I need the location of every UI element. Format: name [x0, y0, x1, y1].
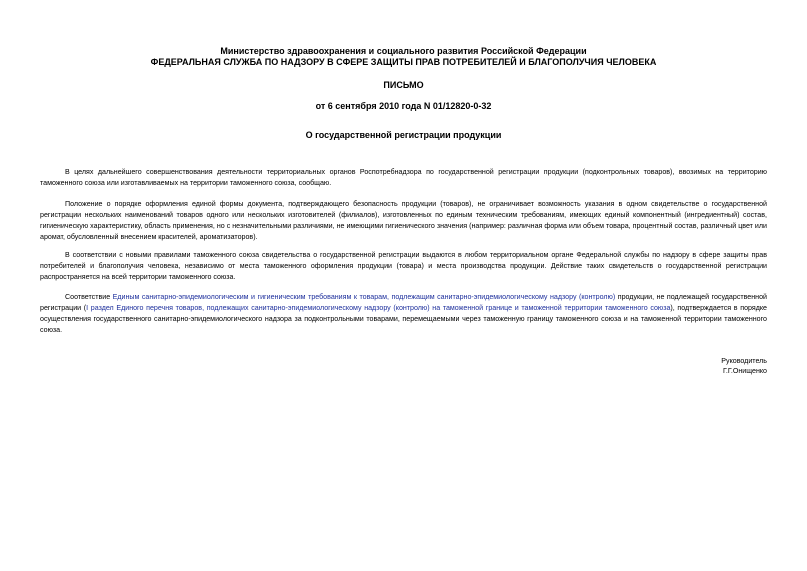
signature-title: Руководитель	[721, 357, 767, 365]
ministry-heading: Министерство здравоохранения и социального развития Российской Федерации	[220, 46, 587, 56]
service-heading: ФЕДЕРАЛЬНАЯ СЛУЖБА ПО НАДЗОРУ В СФЕРЕ ЗАЩИТЫ ПРАВ ПОТРЕБИТЕЛЕЙ И БЛАГОПОЛУЧИЯ ЧЕЛОВЕКА	[150, 57, 657, 67]
document-date-number: от 6 сентября 2010 года N 01/12820-0-32	[315, 101, 492, 111]
paragraph-4-text-middle: продукции, не подлежащей государственной регистрации (	[40, 293, 767, 313]
document-subject: О государственной регистрации продукции	[305, 130, 502, 140]
paragraph-3: В соответствии с новыми правилами таможенного союза свидетельства о государственной регистрации выдаются в любом территориальном органе Федеральной службы по надзору в сфере защиты прав потребителей и благополучия человека, независимо от места таможенного оформления продукции (товара) и места производства продукции. Действие таких свидетельств о государственной регистрации распространяется на всей территории таможенного союза.	[40, 251, 767, 282]
paragraph-4-text-end: ), подтверждается в порядке осуществления государственного санитарно-эпидемиологического надзора за подконтрольными товарами, перемещаемыми через таможенную границу таможенного союза и на таможенной территории таможенного союза.	[40, 304, 767, 335]
paragraph-1: В целях дальнейшего совершенствования деятельности территориальных органов Роспотребнадзора по государственной регистрации продукции (подконтрольных товаров), ввозимых на территорию таможенного союза или изготавливаемых на территории таможенного союза, сообщаю.	[40, 168, 767, 188]
document-type-heading: ПИСЬМО	[383, 80, 424, 90]
paragraph-2: Положение о порядке оформления единой формы документа, подтверждающего безопасность продукции (товаров), не ограничивает возможность указания в одном свидетельстве о государственной регистрации нескольких наименований товаров одного или нескольких изготовителей (филиалов), изготовленных по единым техническим требованиям, имеющих единый компонентный (ингредиентный) состав, гигиеническую характеристику, область применения, но с незначительными различиями, не имеющими гигиенического значения (например: различная форма или объем товара, процентный состав, различный цвет или аромат, обусловленный внесением красителей, ароматизаторов).	[40, 200, 767, 242]
paragraph-4	[40, 292, 767, 336]
signature-name: Г.Г.Онищенко	[722, 367, 767, 375]
paragraph-4-text-start: Соответствие	[65, 293, 113, 302]
link-unified-goods-list[interactable]: I раздел Единого перечня товаров, подлежащих санитарно-эпидемиологическому надзору (контролю) на таможенной границе и таможенной территории таможенного союза	[86, 304, 671, 313]
link-sanitary-requirements[interactable]: Единым санитарно-эпидемиологическим и гигиеническим требованиям к товарам, подлежащим санитарно-эпидемиологическому надзору (контролю)	[112, 293, 616, 302]
